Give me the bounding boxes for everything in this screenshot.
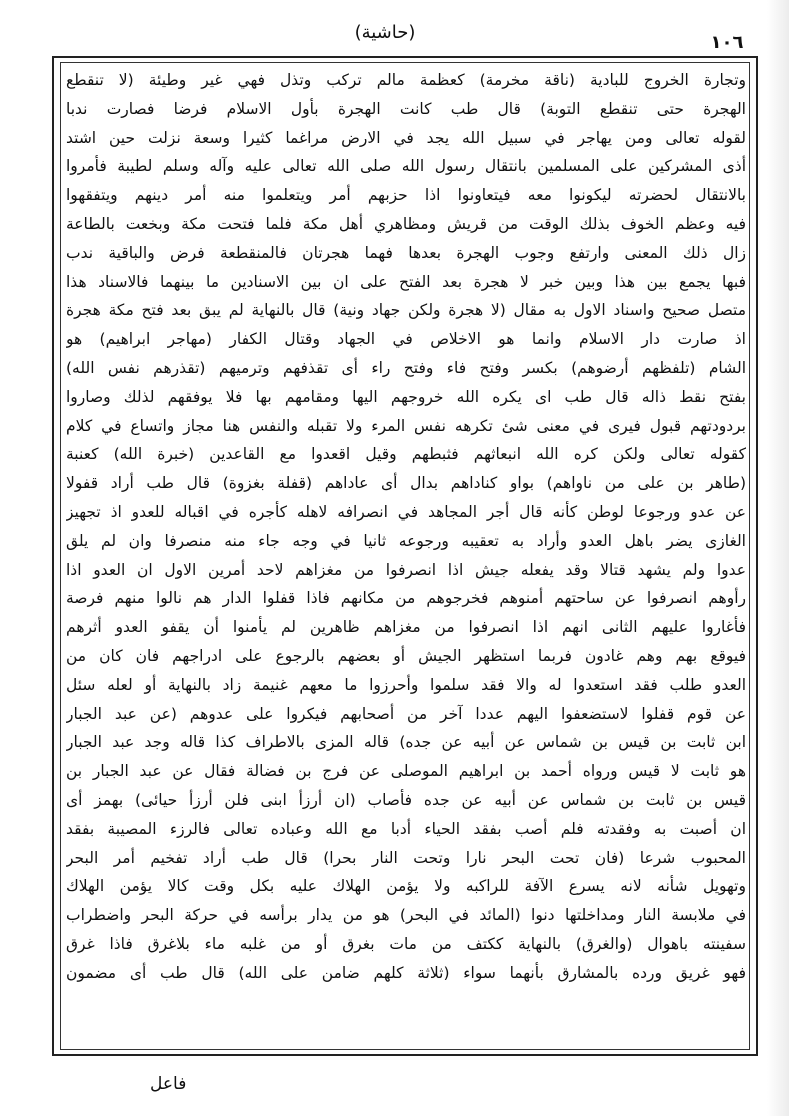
text-line: ابن ثابت بن قيس بن شماس عن أبيه عن جده) قاله المزى بالاطراف كذا قاله وجد عبد الجبار	[66, 733, 746, 752]
text-line: فهو غريق ورده بالمشارق بأنهما سواء (ثلاثة كلهم ضامن على الله) قال طب أى مضمون	[66, 963, 746, 982]
text-line: وتهويل شأنه لانه يسرع الآفة للراكبه ولا يؤمن الهلاك عليه بكل وقت كالا يؤمن الهلاك	[66, 877, 746, 896]
text-line: فبها يجمع بين هذا وبين خبر لا هجرة بعد الفتح على ان بين الاسنادين ما بينهما فالاسناد هذا	[66, 272, 746, 291]
text-line: عدوا ولم يشهد قتالا وقد يفعله جيش اذا انصرفوا من مغزاهم لاحد أمرين الاول ان العدو اذا	[66, 560, 746, 579]
text-line: أذى المشركين على المسلمين بانتقال رسول الله صلى الله تعالى عليه وآله وسلم لطيبة فأمروا	[66, 157, 746, 176]
text-line: وتجارة الخروج للبادية (ناقة مخرمة) كعظمة مالم تركب وتذل فهي غير وطيئة (لا تنقطع	[66, 71, 746, 89]
text-line: ان أصبت به وفقدته فلم أصب بفقد الحياء أدبا مع الله وعباده تعالى فالرزء المصيبة بفقد	[66, 819, 746, 838]
text-line: الشام (تلفظهم أرضوهم) بكسر وفتح فاء وفتح راء أى تقذفهم وترميهم (تقذرهم نفس الله)	[66, 358, 746, 377]
text-line: بالانتقال لحضرته ليكونوا معه فيتعاونوا اذا حزبهم أمر ويتعلموا منه أمر دينهم ويتفقهوا	[66, 186, 746, 205]
text-line: الهجرة حتى تنقطع التوبة) قال طب كانت الهجرة بأول الاسلام فرضا فصارت ندبا	[66, 99, 746, 118]
text-line: الغازى يضر باهل العدو وأراد به تعقيبه ورجوعه ثانيا في وجه جاء منه منصرفا وان لم يلق	[66, 531, 746, 550]
page-number: ١٠٦	[710, 32, 744, 53]
text-line: سفينته باهوال (والغرق) بالنهاية ككتف من مات بغرق أو من غلبه ماء بلاغرق فاذا غرق	[66, 934, 746, 953]
text-line: رأوهم انصرفوا عن ساحتهم أمنوهم فخرجوهم من مكانهم فاذا قفلوا الدار هم نالوا منهم فرصة	[66, 589, 746, 608]
commentary-text-block	[66, 66, 746, 1046]
text-line: هو ثابت لا قيس ورواه أحمد بن ابراهيم الموصلى عن فرج بن فضالة فقال عن عبد الجبار بن	[66, 762, 746, 781]
text-line: (طاهر بن على من ناواهم) بواو كناداهم بدال أى عاداهم (قفلة بغزوة) قال طب أراد قفولا	[66, 474, 746, 493]
text-line: فيه وعظم الخوف بذلك الوقت من قريش ومظاهري أهل مكة فلما فتحت مكة وبخعت بالطاعة	[66, 214, 746, 233]
text-line: لقوله تعالى ومن يهاجر في سبيل الله يجد في الارض مراغما كثيرا وسعة نزلت حين اشتد	[66, 128, 746, 147]
text-line: في ملابسة النار ومداخلتها دنوا (المائد في البحر) هو من يدار برأسه في حركة البحر واضطراب	[66, 906, 746, 925]
text-line: كقوله تعالى ولكن كره الله انبعاثهم فثبطهم وقيل اقعدوا مع القاعدين (خبرة الله) كعنبة	[66, 445, 746, 464]
text-line: بردودتهم قبول فيرى في معنى شئ تكرهه نفس المرء ولا تقبله والنفس هنا مجاز واتساع في كلام	[66, 416, 746, 435]
text-line: فيوقع بهم وهم غادون فربما استظهر الجيش أو بعضهم بالرجوع على ادراجهم فان كان من	[66, 646, 746, 665]
text-line: عن قوم قفلوا لاستضعفوا اليهم عددا آخر من أصحابهم فيكروا على عدوهم (عن عبد الجبار	[66, 704, 746, 723]
scan-edge-shadow	[767, 0, 789, 1116]
catchword: فاعل	[150, 1074, 187, 1094]
text-line: العدو طلب فقد استعدوا له والا فقد سلموا وأحرزوا ما معهم غنيمة زاد بالنهاية أو لعله سئل	[66, 675, 746, 694]
text-line: اذ صارت دار الاسلام وانما هو الاخلاص في الجهاد وقتال الكفار (مهاجر ابراهيم) هو	[66, 330, 746, 349]
text-line: قيس بن ثابت بن شماس عن أبيه عن جده فأصاب (ان أرزأ ابنى فلن أرزأ حيائى) بهمز أى	[66, 790, 746, 809]
page-header-title: (حاشية)	[354, 22, 416, 43]
text-line: متصل صحيح واسناد الاول به مقال (لا هجرة ولكن جهاد ونية) قال بالنهاية لم يبق بعد فتح مكة هجرة	[66, 301, 746, 320]
text-line: بفتح نقط ذاله قال طب اى يكره الله خروجهم اليها ومقامهم بها فلا يوفقهم لذلك وصاروا	[66, 387, 746, 406]
text-line: فأغاروا عليهم الثانى انهم اذا انصرفوا من مغزاهم ظاهرين لم يأمنوا أن يقفو العدو أثرهم	[66, 618, 746, 637]
text-line: عن عدو ورجوعا لوطن كأنه قال أجر المجاهد في انصرافه لاهله كأجره في اقباله للعدو اذ تجهيز	[66, 502, 746, 521]
text-line: زال ذلك المعنى وارتفع وجوب الهجرة بعدها فهما هجرتان فالمنقطعة فرض والباقية ندب	[66, 243, 746, 262]
text-line: المحبوب شرعا (فان تحت البحر نارا وتحت النار بحرا) قال طب أراد تفخيم أمر البحر	[66, 848, 746, 867]
